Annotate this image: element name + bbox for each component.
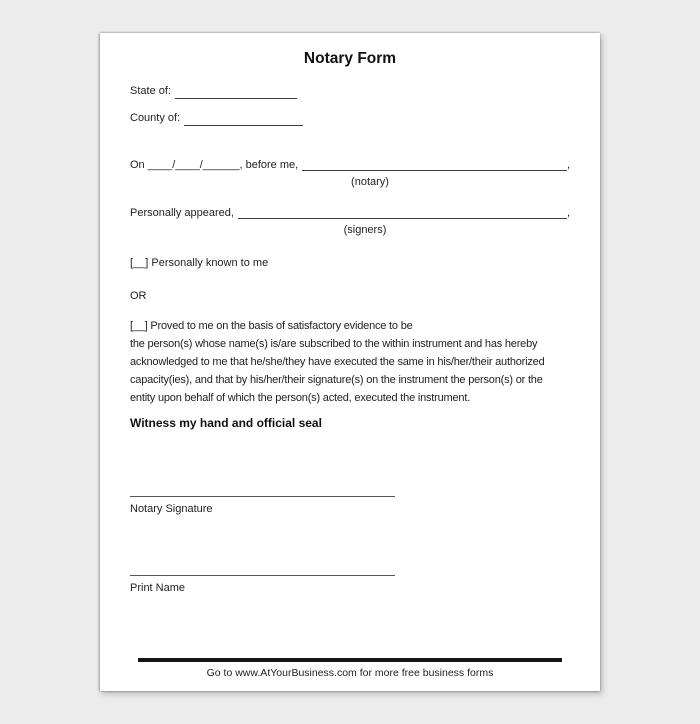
- signers-caption: (signers): [343, 224, 387, 236]
- notary-signature-line[interactable]: [130, 496, 395, 497]
- county-label: County of:: [130, 112, 181, 124]
- paragraph-line: capacity(ies), and that by his/her/their signature(s) on the instrument the person(s) or the: [130, 374, 543, 386]
- witness-heading: Witness my hand and official seal: [130, 416, 322, 430]
- notary-signature-label: Notary Signature: [130, 503, 213, 515]
- appeared-suffix: ,: [566, 207, 570, 219]
- state-label: State of:: [130, 85, 171, 97]
- notary-caption: (notary): [351, 176, 389, 188]
- option-personally-known[interactable]: [__] Personally known to me: [130, 257, 269, 269]
- state-field-row: [130, 84, 570, 99]
- proved-paragraph: [130, 317, 570, 407]
- state-blank[interactable]: [175, 89, 297, 99]
- print-name-line[interactable]: [130, 575, 395, 576]
- notary-form-page: [100, 33, 600, 691]
- page-content: [100, 33, 600, 680]
- paragraph-line: entity upon behalf of which the person(s) acted, executed the instrument.: [130, 392, 471, 404]
- paragraph-line: the person(s) whose name(s) is/are subscribed to the within instrument and has hereby: [130, 338, 538, 350]
- date-line-suffix: ,: [566, 159, 570, 171]
- notary-name-blank[interactable]: [302, 170, 567, 171]
- option-proved-evidence[interactable]: [__] Proved to me on the basis of satisfactory evidence to be: [130, 320, 413, 332]
- signers-blank[interactable]: [238, 218, 567, 219]
- county-field-row: [130, 111, 570, 126]
- or-separator: OR: [130, 290, 147, 302]
- print-name-label: Print Name: [130, 582, 186, 594]
- paragraph-line: acknowledged to me that he/she/they have executed the same in his/her/their authorized: [130, 356, 545, 368]
- county-blank[interactable]: [184, 116, 303, 126]
- appeared-row: [130, 206, 570, 221]
- appeared-label: Personally appeared,: [130, 207, 234, 219]
- date-notary-row: [130, 158, 570, 173]
- footer-divider-bar: [138, 658, 562, 662]
- page-title: Notary Form: [303, 50, 397, 67]
- date-line-prefix: On ____/____/______, before me,: [130, 159, 299, 171]
- footer-branding-text: Go to www.AtYourBusiness.com for more free business forms: [206, 667, 494, 679]
